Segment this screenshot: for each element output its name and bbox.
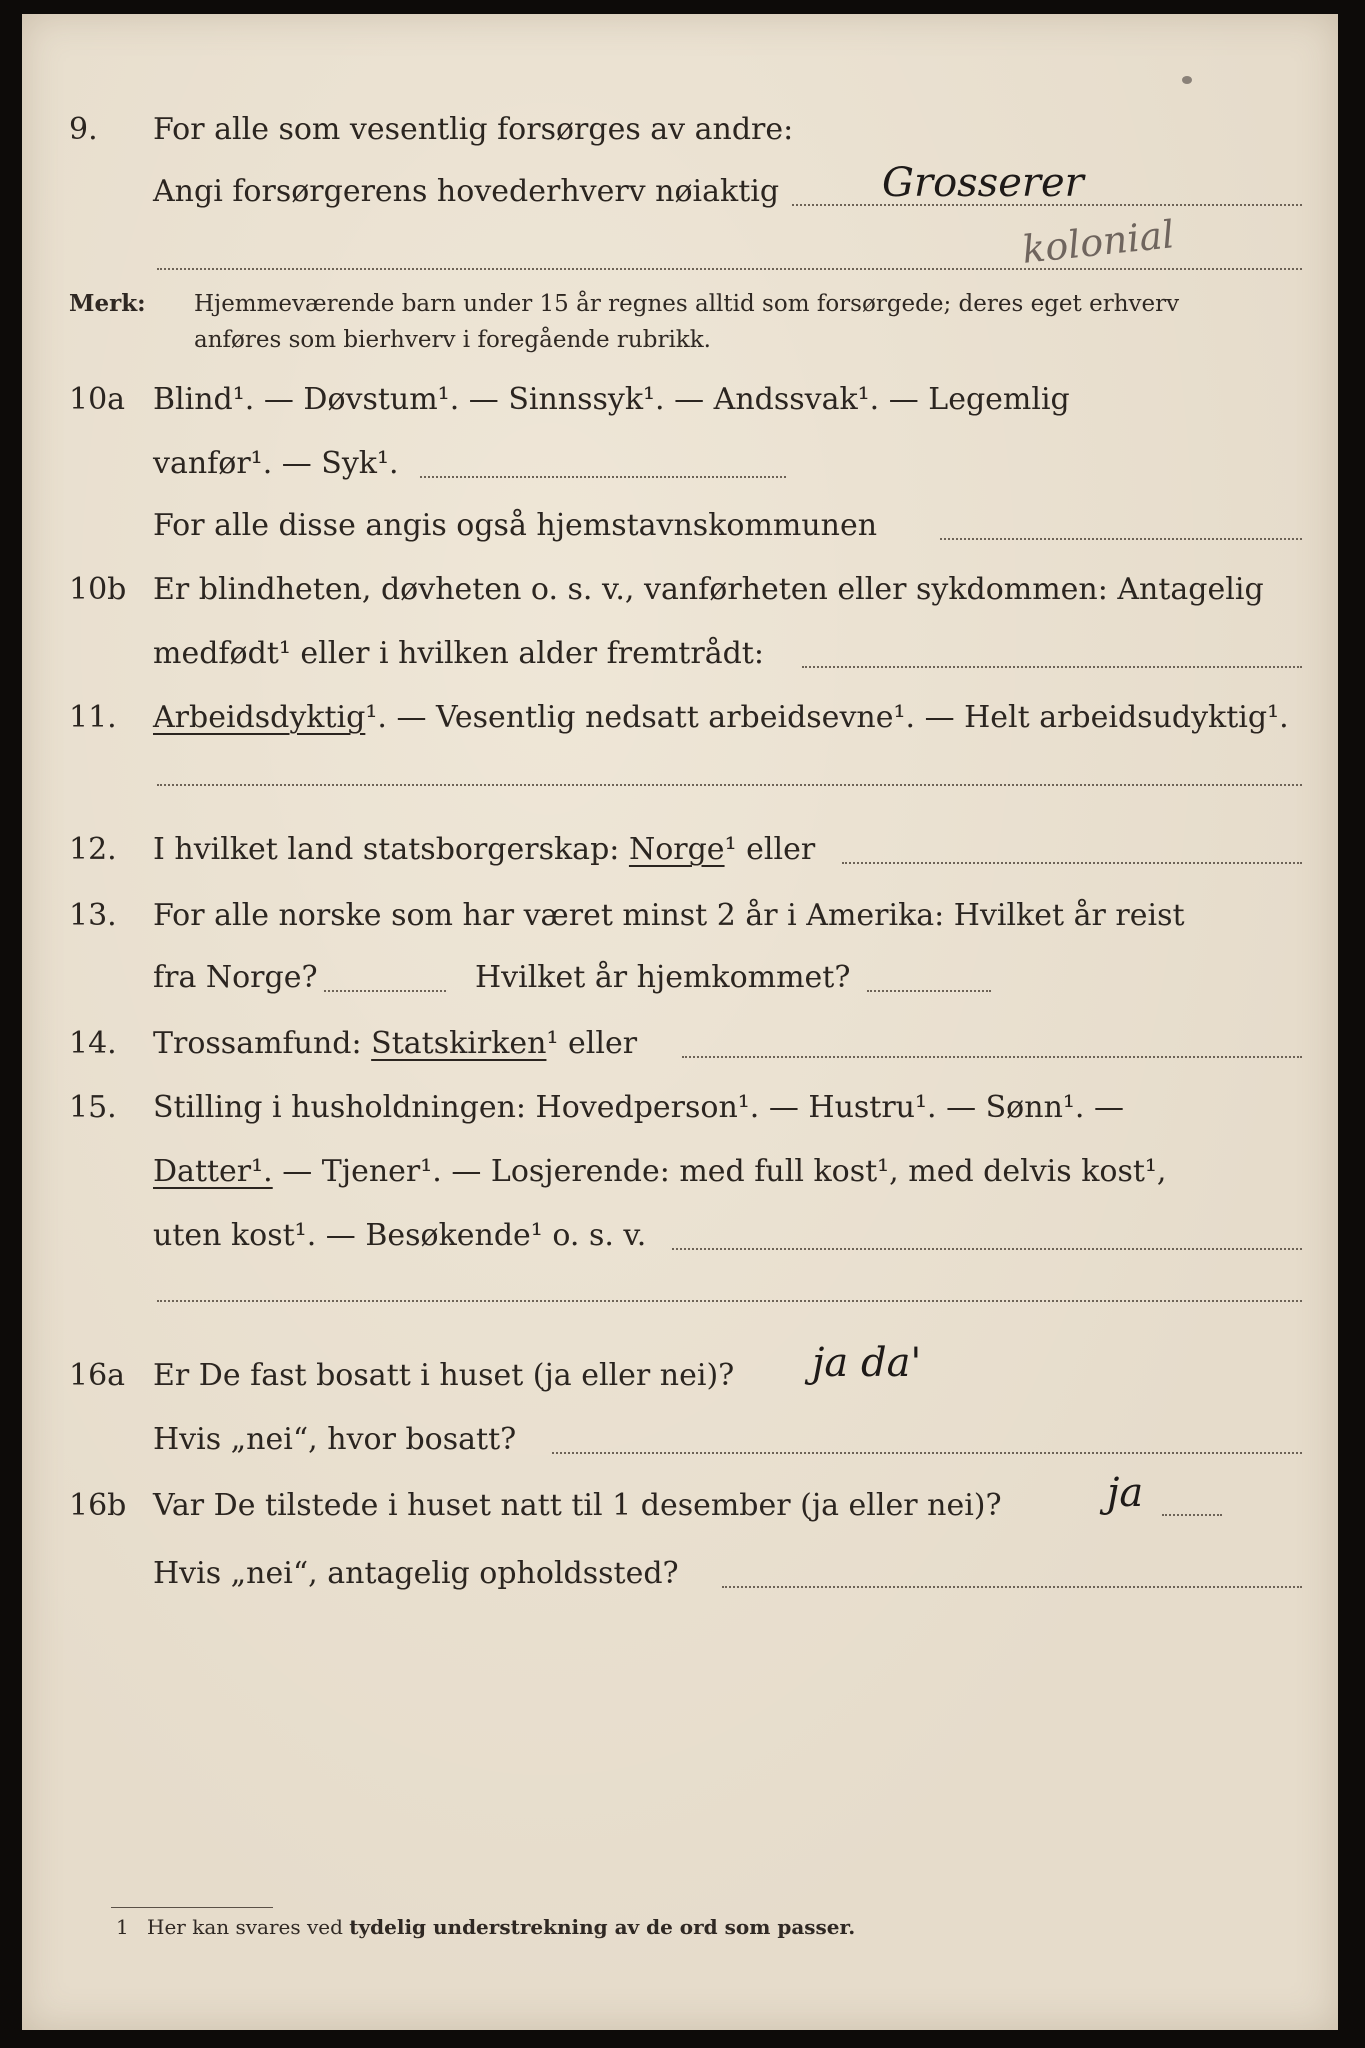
q16b-answer-line <box>1162 1514 1222 1516</box>
footnote-text-b: tydelig understrekning av de ord som passer. <box>349 1915 856 1939</box>
q14-prefix: Trossamfund: <box>153 1026 362 1061</box>
q15-answer-line <box>672 1248 1302 1250</box>
q13-text-2a: fra Norge? <box>153 960 318 995</box>
q16a-text-1: Er De fast bosatt i huset (ja eller nei)? <box>153 1358 735 1393</box>
q9-text-2: Angi forsørgerens hovederhverv nøiaktig <box>153 174 780 209</box>
q9-number: 9. <box>69 112 98 147</box>
q10a-text-1: Blind¹. — Døvstum¹. — Sinnssyk¹. — Andssvak¹. — Legemlig <box>153 382 1070 417</box>
q15-text-3: uten kost¹. — Besøkende¹ o. s. v. <box>153 1218 647 1253</box>
q10a-answer-line <box>420 476 786 478</box>
q14-text <box>153 1024 637 1064</box>
ink-smudge <box>1182 76 1192 84</box>
q11-answer-line <box>157 784 1302 786</box>
q9-text-1: For alle som vesentlig forsørges av andre: <box>153 112 794 147</box>
footnote-text-a: Her kan svares ved <box>147 1915 343 1939</box>
q16a-answer-handwriting: ja da' <box>812 1340 922 1386</box>
footnote-mark: 1 <box>116 1915 129 1939</box>
q16a-text-2: Hvis „nei“, hvor bosatt? <box>153 1422 517 1457</box>
q10b-number: 10b <box>69 572 127 607</box>
q16b-number: 16b <box>69 1488 127 1523</box>
q16b-text-1: Var De tilstede i huset natt til 1 desember (ja eller nei)? <box>153 1488 1002 1523</box>
q15-answer-line-2 <box>157 1300 1302 1302</box>
q14-number: 14. <box>69 1026 117 1061</box>
q9-answer-handwriting: Grosserer <box>882 160 1084 206</box>
note-label: Merk: <box>69 290 146 317</box>
q14-suffix: ¹ eller <box>546 1026 638 1061</box>
q12-suffix: ¹ eller <box>724 832 816 867</box>
q10a-text-3: For alle disse angis også hjemstavnskommunen <box>153 508 878 543</box>
q16a-answer-line <box>552 1452 1302 1454</box>
q13-number: 13. <box>69 898 117 933</box>
q12-number: 12. <box>69 832 117 867</box>
q12-text <box>153 830 815 870</box>
q11-options: ¹. — Vesentlig nedsatt arbeidsevne¹. — Helt arbeidsudyktig¹. <box>365 700 1289 735</box>
q16b-whereabouts-line <box>722 1586 1302 1588</box>
q15-number: 15. <box>69 1090 117 1125</box>
q12-answer-line <box>842 862 1302 864</box>
q10a-number: 10a <box>69 382 126 417</box>
q16b-answer-handwriting: ja <box>1107 1470 1144 1516</box>
q15-text-2-rest: — Tjener¹. — Losjerende: med full kost¹, med delvis kost¹, <box>272 1154 1167 1189</box>
note-text-1: Hjemmeværende barn under 15 år regnes alltid som forsørgede; deres eget erhverv <box>194 291 1180 317</box>
q10a-text-2: vanfør¹. — Syk¹. <box>153 446 399 481</box>
q13-text-1: For alle norske som har været minst 2 år i Amerika: Hvilket år reist <box>153 898 1185 933</box>
q10b-answer-line <box>802 666 1302 668</box>
q16a-number: 16a <box>69 1358 126 1393</box>
q12-selected-option: Norge <box>628 832 725 867</box>
q13-year-returned-line <box>867 990 991 992</box>
q10b-text-2: medfødt¹ eller i hvilken alder fremtrådt: <box>153 636 764 671</box>
q15-text-1: Stilling i husholdningen: Hovedperson¹. — Hustru¹. — Sønn¹. — <box>153 1090 1124 1125</box>
q9-answer-line-2 <box>157 268 1302 270</box>
q11-number: 11. <box>69 700 117 735</box>
q13-text-2b: Hvilket år hjemkommet? <box>475 960 851 995</box>
q15-selected-option: Datter¹. <box>153 1154 273 1189</box>
q15-text-2 <box>153 1152 1166 1192</box>
q14-selected-option: Statskirken <box>371 1026 547 1061</box>
footnote-text <box>147 1907 855 1947</box>
census-form-page <box>22 14 1338 2030</box>
note-text-2: anføres som bierhverv i foregående rubrikk. <box>194 327 711 353</box>
q9-annotation-handwriting: kolonial <box>1020 212 1177 272</box>
q10b-text-1: Er blindheten, døvheten o. s. v., vanførheten eller sykdommen: Antagelig <box>153 572 1264 607</box>
q11-selected-option: Arbeidsdyktig <box>153 700 366 735</box>
q10a-home-municipality-line <box>940 538 1302 540</box>
q16b-text-2: Hvis „nei“, antagelig opholdssted? <box>153 1556 679 1591</box>
q13-year-left-line <box>324 990 446 992</box>
q12-prefix: I hvilket land statsborgerskap: <box>153 832 620 867</box>
q11-text <box>153 698 1289 738</box>
q14-answer-line <box>682 1056 1302 1058</box>
